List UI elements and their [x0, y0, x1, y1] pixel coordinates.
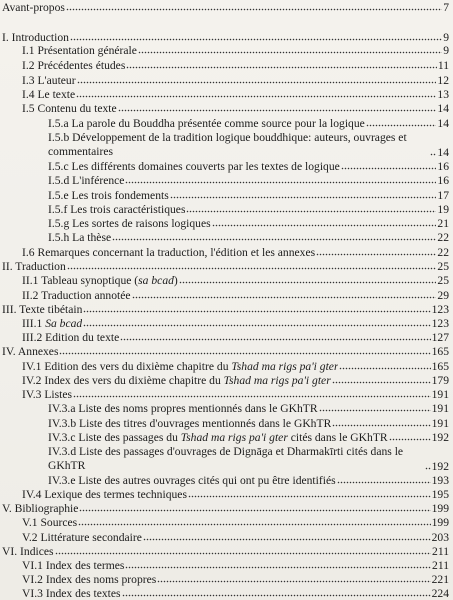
toc-page: 13 [437, 88, 449, 101]
toc-page: 203 [431, 531, 449, 544]
toc-entry [48, 231, 449, 244]
toc-entry [48, 203, 449, 216]
toc-page: 165 [431, 345, 449, 358]
dot-leader [157, 579, 430, 583]
dot-leader [170, 195, 437, 199]
dot-leader [138, 50, 442, 54]
dot-leader [112, 237, 436, 241]
dot-leader [316, 252, 436, 256]
toc-page: 22 [437, 246, 449, 259]
toc-label: IV.3 Listes [22, 388, 73, 401]
dot-leader [67, 266, 437, 270]
toc-label: I.5.c Les différents domaines couverts par les textes de logique [48, 160, 340, 173]
toc-entry [22, 516, 449, 529]
dot-leader [341, 166, 437, 170]
toc-page: 22 [437, 231, 449, 244]
toc-page: 11 [437, 59, 449, 72]
toc-entry [22, 388, 449, 401]
toc-entry [48, 217, 449, 230]
toc-entry [22, 74, 449, 87]
toc-label: I.5.d L'inférence [48, 174, 125, 187]
dot-leader [337, 480, 431, 484]
toc-page: 12 [437, 74, 449, 87]
toc-page: 195 [431, 488, 449, 501]
toc-page: 179 [431, 374, 449, 387]
toc-entry [48, 189, 449, 202]
toc-label: II.2 Traduction annotée [22, 289, 131, 302]
toc-label: V. Bibliographie [2, 502, 79, 515]
toc-page: 9 [443, 31, 449, 44]
toc-entry [22, 331, 449, 344]
toc-page: 25 [437, 274, 449, 287]
dot-leader [143, 537, 431, 541]
dot-leader [73, 394, 431, 398]
dot-leader [77, 80, 437, 84]
dot-leader [332, 380, 431, 384]
dot-leader [83, 309, 430, 313]
toc-page: 21 [437, 217, 449, 230]
toc-entry [48, 445, 449, 473]
toc-entry [22, 488, 449, 501]
dot-leader [125, 180, 436, 184]
toc-label: I.5.a La parole du Bouddha présentée comme source pour la logique [48, 117, 365, 130]
dot-leader [186, 209, 436, 213]
toc-label: I.3 L'auteur [22, 74, 76, 87]
toc-entry [48, 474, 449, 487]
dot-leader [188, 494, 431, 498]
toc-entry [48, 174, 449, 187]
toc-entry [22, 59, 449, 72]
toc-entry [48, 417, 449, 430]
dot-leader [79, 508, 430, 512]
toc-label: II.1 Tableau synoptique (sa bcad) [22, 274, 178, 287]
toc-entry [22, 573, 449, 586]
toc-label: IV.3.e Liste des autres ouvrages cités qui ont pu être identifiés [48, 474, 336, 487]
dot-leader [132, 295, 437, 299]
dot-leader [83, 323, 430, 327]
toc-entry [2, 260, 449, 273]
dot-leader [430, 152, 436, 156]
toc-label: IV.4 Lexique des termes techniques [22, 488, 187, 501]
toc-label: VI.2 Index des noms propres [22, 573, 157, 586]
dot-leader [332, 423, 430, 427]
dot-leader [319, 408, 431, 412]
toc-entry [22, 317, 449, 330]
dot-leader [366, 123, 437, 127]
toc-entry [22, 274, 449, 287]
toc-page: 211 [432, 545, 449, 558]
toc-entry [48, 117, 449, 130]
toc-label: I.4 Le texte [22, 88, 76, 101]
toc-page: 211 [432, 559, 449, 572]
toc-label: III.1 Sa bcad [22, 317, 83, 330]
toc-entry [48, 131, 449, 159]
toc-page: 123 [431, 317, 449, 330]
toc-page: 16 [437, 174, 449, 187]
toc-label: V.1 Sources [22, 516, 78, 529]
toc-entry [22, 587, 449, 600]
dot-leader [118, 108, 437, 112]
toc-entry [2, 502, 449, 515]
toc-entry [48, 160, 449, 173]
italic-title: Tshad ma rigs pa'i gter [231, 360, 339, 373]
toc-entry [22, 102, 449, 115]
toc-label: I.5.b Développement de la tradition logique bouddhique: auteurs, ouvrages et commentaires [48, 131, 407, 158]
toc-label: I. Introduction [2, 31, 69, 44]
toc-page: 191 [431, 388, 449, 401]
toc-page: 25 [437, 260, 449, 273]
toc-page: 199 [431, 516, 449, 529]
toc-entry [22, 246, 449, 259]
toc-entry [22, 374, 449, 387]
toc-label: I.6 Remarques concernant la traduction, l'édition et les annexes [22, 246, 316, 259]
toc-page: 199 [431, 502, 449, 515]
toc-label: VI.3 Index des textes [22, 587, 121, 600]
toc-label: I.5.e Les trois fondements [48, 189, 169, 202]
toc-entry [48, 431, 449, 444]
toc-entry [22, 559, 449, 572]
toc-label: IV.3.c Liste des passages du Tshad ma rigs pa'i gter cités dans le GKhTR [48, 431, 388, 444]
toc-label: Avant-propos [2, 1, 65, 14]
toc-entry [22, 289, 449, 302]
toc-label: I.5 Contenu du texte [22, 102, 117, 115]
toc-label: IV.2 Index des vers du dixième chapitre du Tshad ma rigs pa'i gter [22, 374, 331, 387]
toc-label: IV.3.d Liste des passages d'ouvrages de Dignāga et Dharmakīrti cités dans le GKhTR [48, 445, 404, 472]
toc-entry [22, 44, 449, 57]
toc-page: 14 [437, 102, 449, 115]
toc-label: I.5.g Les sortes de raisons logiques [48, 217, 211, 230]
toc-page: 16 [437, 160, 449, 173]
dot-leader [125, 565, 431, 569]
toc-entry [2, 1, 449, 14]
toc-page: 224 [431, 587, 449, 600]
toc-page: 14 [437, 117, 449, 130]
toc-label: IV. Annexes [2, 345, 59, 358]
toc-entry [2, 345, 449, 358]
italic-title: Tshad ma rigs pa'i gter [223, 374, 331, 387]
italic-title: Tshad ma rigs pa'i gter [180, 431, 288, 444]
toc-label: III. Texte tibétain [2, 303, 83, 316]
dot-leader [425, 466, 431, 470]
toc-label: I.2 Précédentes études [22, 59, 126, 72]
toc-label: I.5.h La thèse [48, 231, 112, 244]
toc-page: 19 [437, 203, 449, 216]
toc-label: V.2 Littérature secondaire [22, 531, 142, 544]
toc-entry [2, 31, 449, 44]
italic-title: Sa bcad [45, 317, 83, 330]
toc-label: IV.1 Edition des vers du dixième chapitre du Tshad ma rigs pa'i gter [22, 360, 339, 373]
toc-page: 9 [443, 44, 449, 57]
toc-entry [22, 360, 449, 373]
toc-page: 192 [431, 431, 449, 444]
toc-label: I.5.f Les trois caractéristiques [48, 203, 186, 216]
toc-page: 165 [431, 360, 449, 373]
toc-page: 127 [431, 331, 449, 344]
dot-leader [70, 37, 442, 41]
dot-leader [179, 280, 437, 284]
dot-leader [76, 94, 436, 98]
toc-page: 192 [431, 460, 449, 473]
toc-label: VI. Indices [2, 545, 54, 558]
dot-leader [78, 522, 430, 526]
toc-entry [22, 531, 449, 544]
dot-leader [126, 65, 436, 69]
toc-page: 7 [443, 1, 449, 14]
toc-entry [2, 303, 449, 316]
toc-page: 123 [431, 303, 449, 316]
toc-label: IV.3.a Liste des noms propres mentionnés dans le GKhTR [48, 402, 318, 415]
toc-page: 193 [431, 474, 449, 487]
toc-page: 17 [437, 189, 449, 202]
toc-entry [22, 88, 449, 101]
toc-entry [48, 402, 449, 415]
toc-label: II. Traduction [2, 260, 66, 273]
toc-label: I.1 Présentation générale [22, 44, 137, 57]
dot-leader [389, 437, 431, 441]
toc-page: 29 [437, 289, 449, 302]
dot-leader [122, 593, 431, 597]
toc-page: 191 [431, 417, 449, 430]
toc-entry [2, 545, 449, 558]
dot-leader [59, 351, 430, 355]
dot-leader [66, 7, 442, 11]
dot-leader [120, 337, 430, 341]
toc-page: 221 [431, 573, 449, 586]
toc-page: 191 [431, 402, 449, 415]
toc-label: IV.3.b Liste des titres d'ouvrages mentionnés dans le GKhTR [48, 417, 332, 430]
toc-label: III.2 Edition du texte [22, 331, 120, 344]
dot-leader [55, 551, 432, 555]
italic-title: sa bcad [138, 274, 174, 287]
dot-leader [212, 223, 437, 227]
toc-page: 14 [437, 146, 449, 159]
toc-label: VI.1 Index des termes [22, 559, 125, 572]
dot-leader [339, 366, 430, 370]
